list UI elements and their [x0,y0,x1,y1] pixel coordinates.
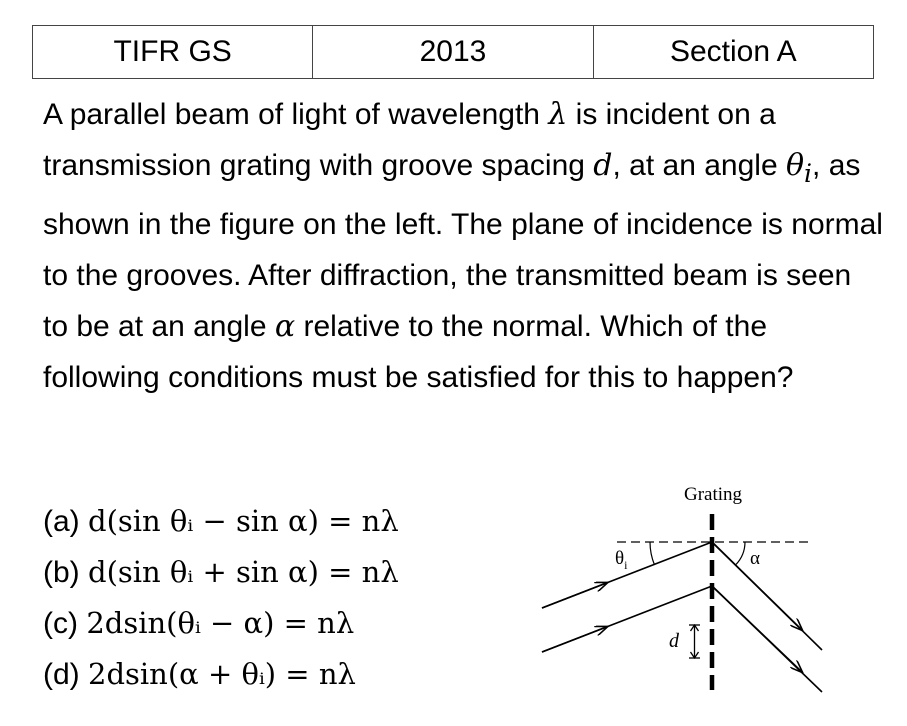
d-label: d [669,630,679,652]
theta-label-symbol: θ [615,548,625,569]
lambda-symbol: λ [548,97,568,132]
question-text [43,89,883,403]
incident-arrow-lower [542,627,607,652]
d-symbol: d [593,148,613,183]
question-part-5: relative to the normal. Which of the following conditions must be satisfied for this to happen? [43,310,794,394]
theta-subscript: i [804,159,813,188]
alpha-angle-arc [736,542,746,565]
grating-label: Grating [683,484,743,505]
option-a [43,496,399,547]
theta-symbol: θ [785,148,805,183]
incident-arrow-upper [542,583,607,608]
question-part-3: , at an angle [612,149,786,182]
theta-i-symbol [785,148,813,188]
option-equation: d(sin θᵢ − sin α) = nλ [88,504,399,538]
option-c [43,598,399,649]
option-equation: 2dsin(α + θᵢ) = nλ [88,657,356,691]
option-equation: d(sin θᵢ + sin α) = nλ [88,555,399,589]
header-table [32,25,874,79]
theta-label [615,548,628,572]
header-section: Section A [593,26,873,79]
alpha-label: α [750,548,760,569]
diffracted-arrow-lower [712,586,802,672]
options-list [43,496,399,700]
option-equation: 2dsin(θᵢ − α) = nλ [86,606,355,640]
option-label: (a) [43,505,88,538]
theta-label-subscript: i [624,558,628,572]
header-year: 2013 [313,26,593,79]
option-b [43,547,399,598]
option-label: (c) [43,607,87,640]
question-part-2: is incident on a transmission grating with groove spacing [43,98,776,182]
theta-angle-arc [650,542,655,565]
option-label: (b) [43,556,88,589]
header-exam: TIFR GS [33,26,313,79]
question-part-1: A parallel beam of light of wavelength [43,98,549,131]
alpha-symbol: α [274,309,296,344]
option-d [43,649,399,700]
grating-diagram [532,478,832,708]
question-part-4: , as shown in the figure on the left. The plane of incidence is normal to the grooves. After diffraction, the transmitted beam is seen to be at an angle [43,149,883,343]
option-label: (d) [43,658,88,691]
